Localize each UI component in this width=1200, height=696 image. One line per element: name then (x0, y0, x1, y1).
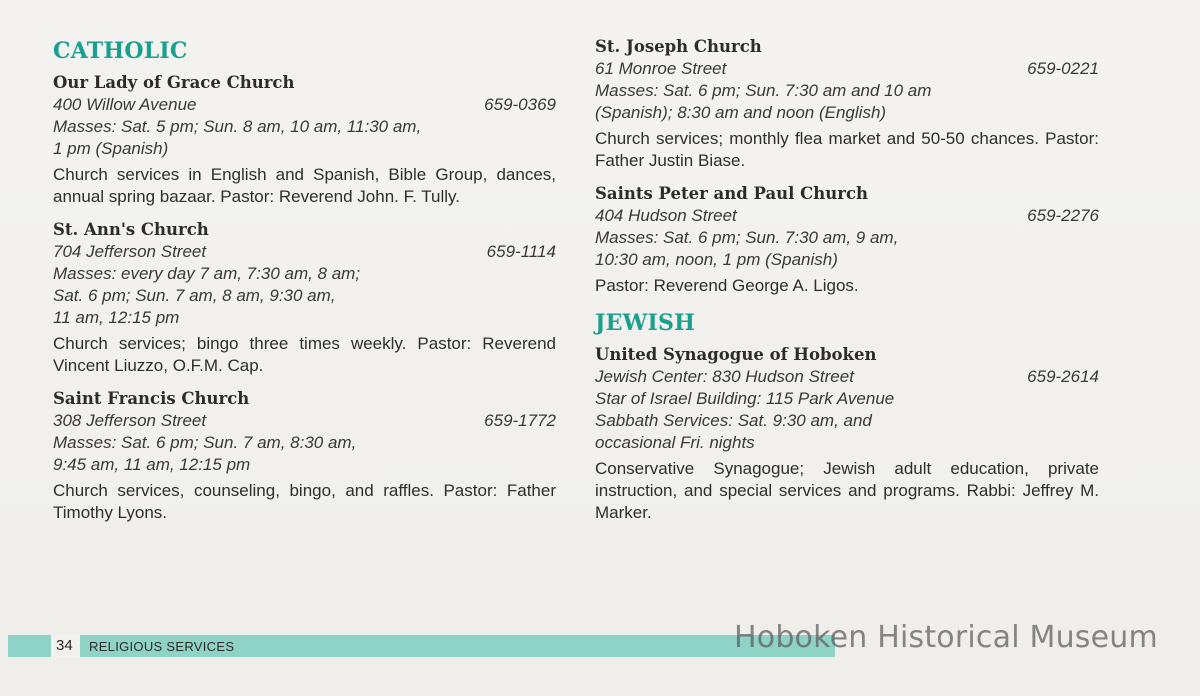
address-row (53, 410, 556, 432)
church-address: 61 Monroe Street (595, 59, 727, 78)
mass-times: Masses: Sat. 6 pm; Sun. 7:30 am and 10 am (595, 81, 932, 100)
church-phone: 659-0221 (1027, 59, 1099, 78)
address-row (53, 241, 556, 263)
service-times: Sabbath Services: Sat. 9:30 am, and (595, 411, 872, 430)
church-name: St. Joseph Church (595, 37, 762, 56)
church-name: St. Ann's Church (53, 220, 209, 239)
left-column (53, 36, 556, 535)
secondary-address: Star of Israel Building: 115 Park Avenue (595, 389, 895, 408)
church-description: Church services, counseling, bingo, and raffles. Pastor: Father Timothy Lyons. (53, 481, 556, 522)
mass-times: Sat. 6 pm; Sun. 7 am, 8 am, 9:30 am, (53, 286, 336, 305)
church-description: Church services in English and Spanish, Bible Group, dances, annual spring bazaar. Pastor: Reverend John. F. Tully. (53, 165, 556, 206)
mass-times: 9:45 am, 11 am, 12:15 pm (53, 455, 251, 474)
church-description: Church services; monthly flea market and 50-50 chances. Pastor: Father Justin Biase. (595, 129, 1099, 170)
section-heading-jewish: JEWISH (595, 310, 696, 336)
address-row (53, 94, 556, 116)
synagogue-address: Jewish Center: 830 Hudson Street (595, 367, 854, 386)
church-address: 704 Jefferson Street (53, 242, 207, 261)
listing-entry (595, 344, 1099, 524)
listing-entry (595, 183, 1099, 297)
church-address: 404 Hudson Street (595, 206, 737, 225)
listing-entry (595, 36, 1099, 172)
church-phone: 659-1114 (486, 242, 556, 261)
mass-times: 11 am, 12:15 pm (53, 308, 180, 327)
church-address: 400 Willow Avenue (53, 95, 197, 114)
church-description: Church services; bingo three times weekly. Pastor: Reverend Vincent Liuzzo, O.F.M. Cap. (53, 334, 556, 375)
section-heading-catholic: CATHOLIC (53, 38, 188, 64)
museum-watermark: Hoboken Historical Museum (734, 620, 1158, 655)
church-description: Pastor: Reverend George A. Ligos. (595, 276, 859, 295)
page-number: 34 (56, 637, 73, 654)
mass-times: Masses: Sat. 6 pm; Sun. 7:30 am, 9 am, (595, 228, 899, 247)
church-phone: 659-2276 (1027, 206, 1099, 225)
church-name: Our Lady of Grace Church (53, 73, 295, 92)
address-row (595, 58, 1099, 80)
right-column (595, 36, 1099, 535)
address-row (595, 205, 1099, 227)
church-phone: 659-1772 (484, 411, 556, 430)
church-address: 308 Jefferson Street (53, 411, 207, 430)
synagogue-phone: 659-2614 (1027, 367, 1099, 386)
listing-entry (53, 388, 556, 524)
address-row (595, 366, 1099, 388)
listing-entry (53, 72, 556, 208)
mass-times: 1 pm (Spanish) (53, 139, 169, 158)
mass-times: (Spanish); 8:30 am and noon (English) (595, 103, 887, 122)
service-times: occasional Fri. nights (595, 433, 755, 452)
synagogue-name: United Synagogue of Hoboken (595, 345, 877, 364)
footer-section-label: RELIGIOUS SERVICES (89, 639, 235, 654)
synagogue-description: Conservative Synagogue; Jewish adult education, private instruction, and special services and programs. Rabbi: Jeffrey M. Marker. (595, 459, 1099, 522)
church-phone: 659-0369 (484, 95, 556, 114)
mass-times: 10:30 am, noon, 1 pm (Spanish) (595, 250, 838, 269)
mass-times: Masses: Sat. 6 pm; Sun. 7 am, 8:30 am, (53, 433, 357, 452)
listing-entry (53, 219, 556, 377)
church-name: Saints Peter and Paul Church (595, 184, 869, 203)
mass-times: Masses: every day 7 am, 7:30 am, 8 am; (53, 264, 361, 283)
church-name: Saint Francis Church (53, 389, 250, 408)
mass-times: Masses: Sat. 5 pm; Sun. 8 am, 10 am, 11:30 am, (53, 117, 422, 136)
